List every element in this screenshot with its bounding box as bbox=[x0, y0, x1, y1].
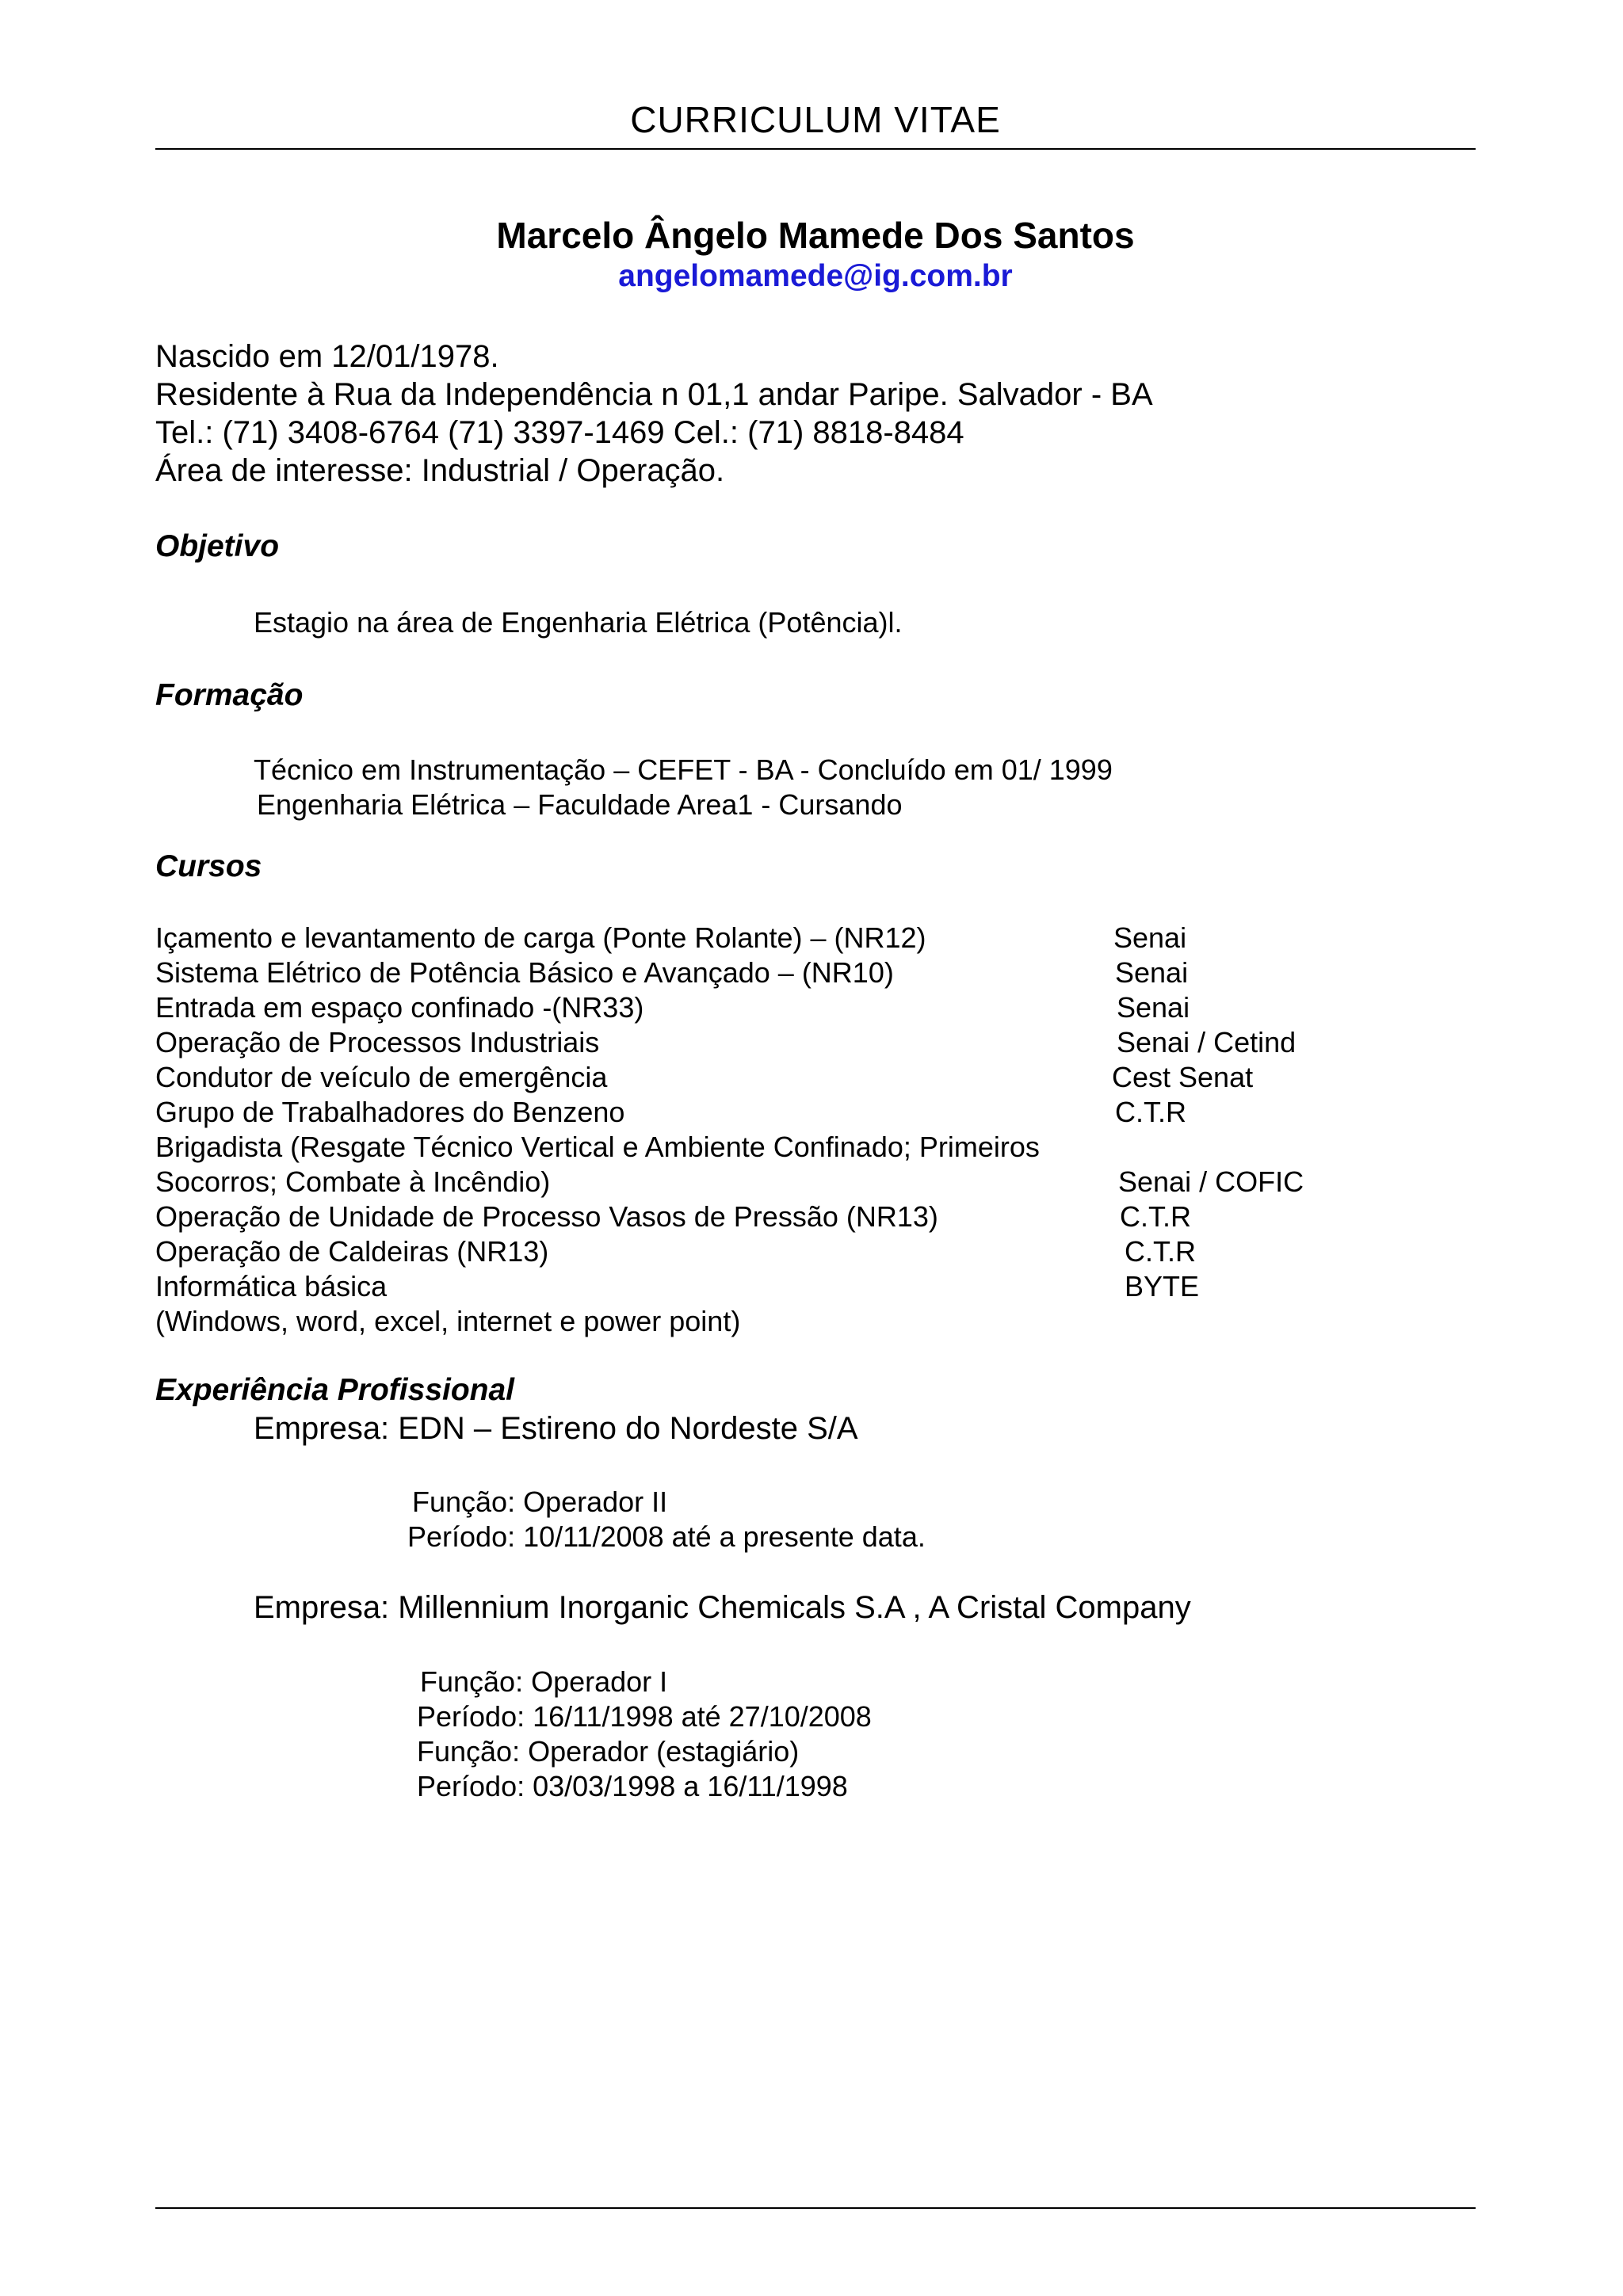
section-heading-experiencia: Experiência Profissional bbox=[155, 1373, 515, 1407]
candidate-name: Marcelo Ângelo Mamede Dos Santos bbox=[496, 215, 1135, 256]
job-period: Período: 16/11/1998 até 27/10/2008 bbox=[417, 1700, 872, 1733]
course-name: Içamento e levantamento de carga (Ponte Rolante) – (NR12) bbox=[155, 921, 926, 954]
document-title: CURRICULUM VITAE bbox=[630, 99, 1001, 140]
course-institution: C.T.R bbox=[1115, 1096, 1186, 1128]
address: Residente à Rua da Independência n 01,1 andar Paripe. Salvador - BA bbox=[155, 377, 1153, 412]
course-name: Informática básica bbox=[155, 1270, 388, 1302]
course-name: Socorros; Combate à Incêndio) bbox=[155, 1165, 551, 1198]
course-name: Condutor de veículo de emergência bbox=[155, 1061, 608, 1093]
formacao-item: Engenharia Elétrica – Faculdade Area1 - Cursando bbox=[257, 788, 903, 821]
course-name: Sistema Elétrico de Potência Básico e Avançado – (NR10) bbox=[155, 956, 894, 989]
section-heading-objetivo: Objetivo bbox=[155, 529, 280, 563]
section-heading-cursos: Cursos bbox=[155, 849, 262, 883]
course-institution: Senai / Cetind bbox=[1117, 1026, 1296, 1058]
course-institution: BYTE bbox=[1125, 1270, 1200, 1302]
phones: Tel.: (71) 3408-6764 (71) 3397-1469 Cel.: (71) 8818-8484 bbox=[155, 415, 964, 450]
birth-date: Nascido em 12/01/1978. bbox=[155, 339, 499, 374]
footer-rule bbox=[155, 2207, 1476, 2209]
objetivo-text: Estagio na área de Engenharia Elétrica (Potência)l. bbox=[254, 606, 903, 639]
course-institution: Senai bbox=[1115, 956, 1189, 989]
course-name: Grupo de Trabalhadores do Benzeno bbox=[155, 1096, 625, 1128]
course-name: Operação de Processos Industriais bbox=[155, 1026, 600, 1058]
employer: Empresa: Millennium Inorganic Chemicals S.A , A Cristal Company bbox=[254, 1590, 1191, 1625]
job-period: Período: 03/03/1998 a 16/11/1998 bbox=[417, 1770, 848, 1802]
course-name: Operação de Caldeiras (NR13) bbox=[155, 1235, 549, 1268]
candidate-email: angelomamede@ig.com.br bbox=[618, 259, 1013, 293]
course-name: Brigadista (Resgate Técnico Vertical e Ambiente Confinado; Primeiros bbox=[155, 1131, 1040, 1163]
job-role: Função: Operador (estagiário) bbox=[417, 1735, 800, 1768]
course-institution: Cest Senat bbox=[1112, 1061, 1254, 1093]
header-rule bbox=[155, 148, 1476, 150]
course-institution: C.T.R bbox=[1120, 1200, 1191, 1233]
course-institution: Senai / COFIC bbox=[1118, 1165, 1304, 1198]
course-institution: Senai bbox=[1113, 921, 1187, 954]
area-of-interest: Área de interesse: Industrial / Operação. bbox=[155, 453, 725, 488]
job-role: Função: Operador II bbox=[412, 1486, 668, 1518]
formacao-item: Técnico em Instrumentação – CEFET - BA - Concluído em 01/ 1999 bbox=[254, 753, 1113, 786]
course-institution: C.T.R bbox=[1125, 1235, 1196, 1268]
section-heading-formacao: Formação bbox=[155, 678, 304, 712]
course-name: Entrada em espaço confinado -(NR33) bbox=[155, 991, 644, 1024]
course-institution: Senai bbox=[1117, 991, 1190, 1024]
employer: Empresa: EDN – Estireno do Nordeste S/A bbox=[254, 1411, 858, 1446]
course-name: Operação de Unidade de Processo Vasos de Pressão (NR13) bbox=[155, 1200, 938, 1233]
job-role: Função: Operador I bbox=[420, 1665, 668, 1698]
course-name: (Windows, word, excel, internet e power point) bbox=[155, 1305, 741, 1337]
job-period: Período: 10/11/2008 até a presente data. bbox=[407, 1520, 926, 1553]
